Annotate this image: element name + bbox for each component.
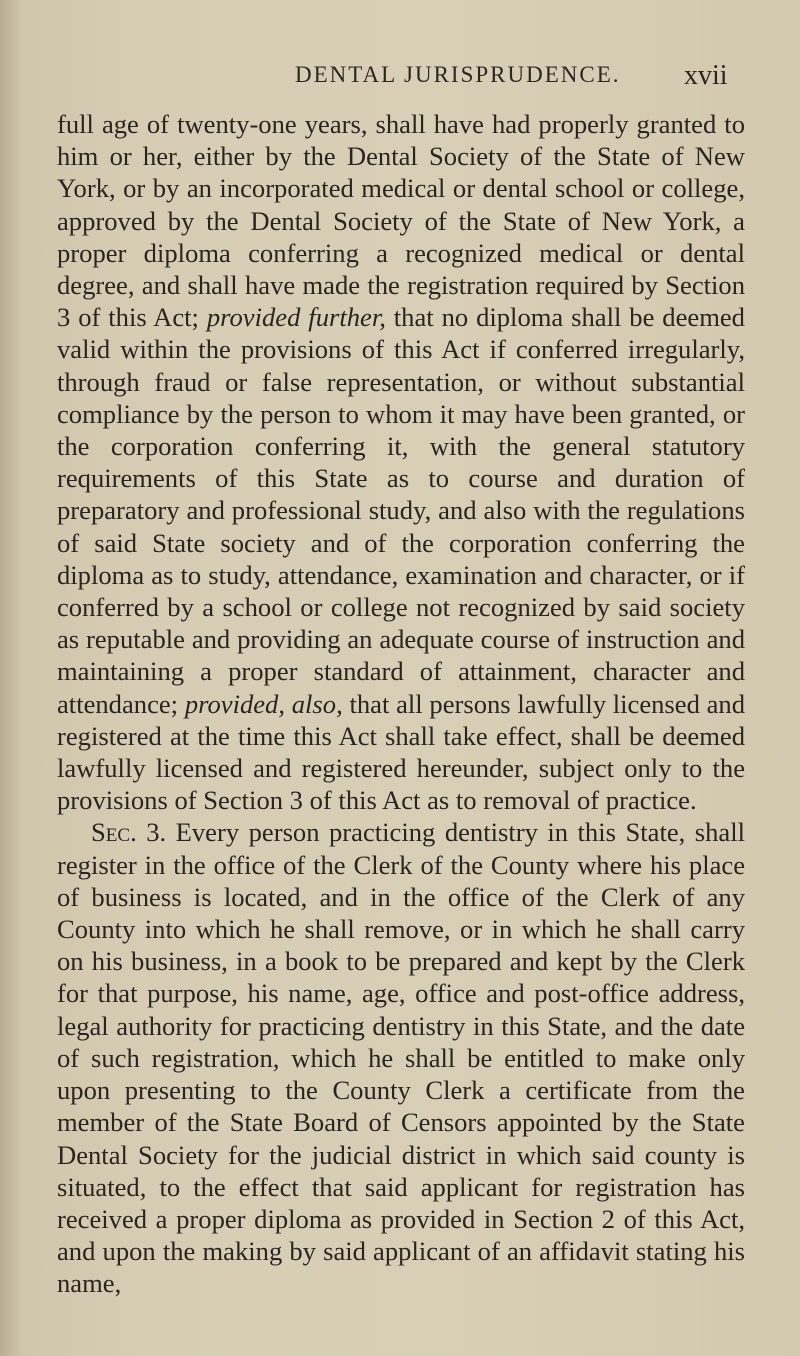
paragraph-1-text-c: that all persons lawfully licensed and registered at the time this Act shall take effect, shall be deemed lawfully licensed and registered hereunder, subject only to the provisions of Section 3 of this Act as to removal of practice. bbox=[57, 688, 745, 816]
paragraph-2 bbox=[57, 816, 745, 1299]
paragraph-2-text: Every person practicing dentistry in this State, shall register in the office of the Clerk of the County where his place of business is located, and in the office of the Clerk of any County into which he shall remove, or in which he shall carry on his business, in a book to be prepared and kept by the Clerk for that purpose, his name, age, office and post-office address, legal authority for practicing dentistry in this State, and the date of such registration, which he shall be entitled to make only upon presenting to the County Clerk a certificate from the member of the State Board of Censors appointed by the State Dental Society for the judicial district in which said county is situated, to the effect that said applicant for registration has received a proper diploma as provided in Section 2 of this Act, and upon the making by said applicant of an affidavit stating his name, bbox=[57, 817, 745, 1299]
paragraph-1-text-a: full age of twenty-one years, shall have had properly granted to him or her, either by the Dental Society of the State of New York, or by an incorporated medical or dental school or college, approved by the Dental Society of the State of New York, a proper diploma conferring a recognized medical or dental degree, and shall have made the registration required by Section 3 of this Act; bbox=[57, 109, 745, 333]
paragraph-1 bbox=[57, 108, 745, 816]
section-label: Sec. 3. bbox=[91, 817, 167, 848]
paragraph-1-text-b: that no diploma shall be deemed valid within the provisions of this Act if conferred irregularly, through fraud or false representation, or without substantial compliance by the person to whom it may have been granted, or the corporation conferring it, with the general statutory requirements of this State as to course and duration of preparatory and professional study, and also with the regulations of said State society and of the corporation conferring the diploma as to study, attendance, examination and character, or if conferred by a school or college not recognized by said society as reputable and providing an adequate course of instruction and maintaining a proper standard of attainment, character and attendance; bbox=[57, 302, 745, 719]
page-gutter-shadow bbox=[0, 0, 22, 1356]
page-header bbox=[0, 62, 800, 92]
paragraph-1-italic-a: provided further, bbox=[206, 302, 386, 333]
running-head: DENTAL JURISPRUDENCE. bbox=[295, 62, 621, 87]
page-number: xvii bbox=[684, 60, 728, 91]
paragraph-1-italic-b: provided, also, bbox=[184, 688, 343, 719]
body-text bbox=[57, 108, 745, 1300]
